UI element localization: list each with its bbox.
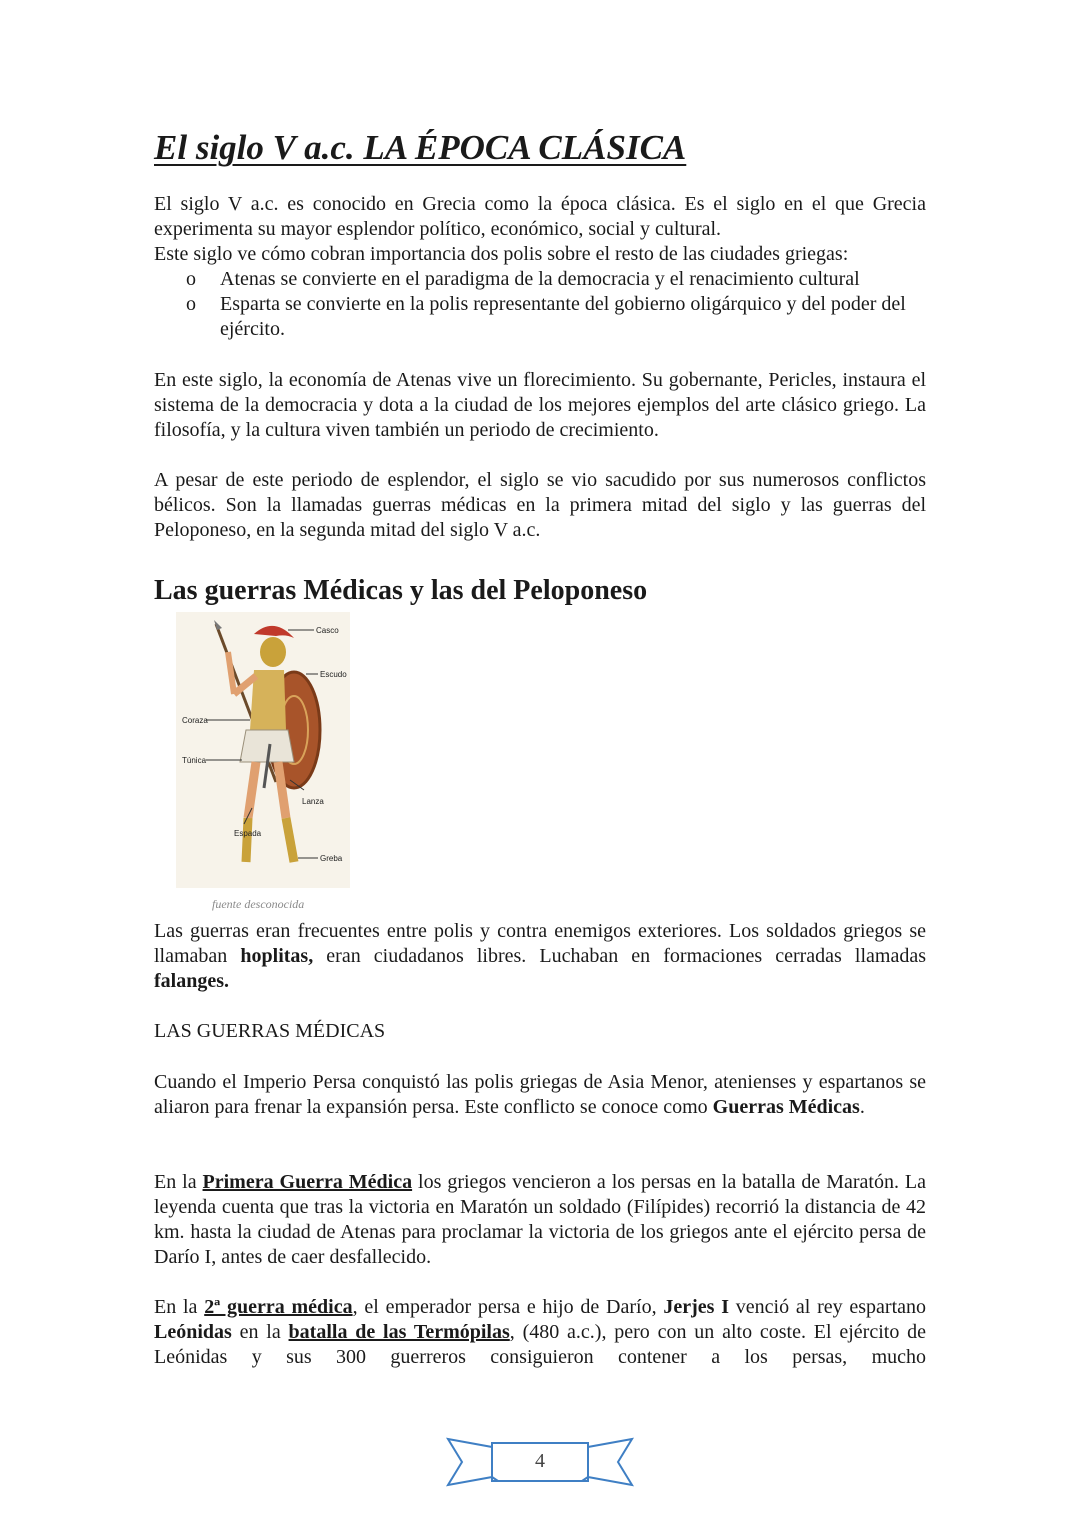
subheading: LAS GUERRAS MÉDICAS bbox=[154, 1020, 386, 1042]
label-greba: Greba bbox=[320, 854, 343, 863]
text-run: eran ciudadanos libres. Luchaban en formaciones cerradas llamadas bbox=[313, 945, 926, 967]
bullet-mark: o bbox=[186, 293, 196, 315]
conflicts-paragraph: A pesar de este periodo de esplendor, el siglo se vio sacudido por sus numerosos conflictos bélicos. Son la llamadas guerras médicas en la primera mitad del siglo y las guerras del Peloponeso, en la segunda mitad del siglo V a.c. bbox=[154, 469, 926, 541]
text-run: . bbox=[859, 1096, 865, 1118]
label-lanza: Lanza bbox=[302, 797, 324, 806]
term-segunda-guerra: 2ª guerra médica bbox=[204, 1296, 353, 1318]
text-run: Cuando el Imperio Persa conquistó las polis griegas de Asia Menor, atenienses y espartanos se aliaron para frenar la expansión persa. Este conflicto se conoce como bbox=[154, 1071, 926, 1118]
text-run: los griegos vencieron a los persas en la batalla de Maratón. La leyenda cuenta que tras la victoria en Maratón un soldado (Filípides) recorrió la distancia de 42 km. hasta la ciudad de Atenas para proclamar la victoria de los griegos ante el ejército persa de Darío I, antes de caer desfallecido. bbox=[154, 1171, 926, 1268]
text-run: En la bbox=[154, 1171, 203, 1193]
list-item-text: Atenas se convierte en el paradigma de la democracia y el renacimiento cultural bbox=[220, 268, 860, 290]
text-run: en la bbox=[231, 1321, 289, 1343]
label-escudo: Escudo bbox=[320, 670, 347, 679]
list-item bbox=[186, 292, 926, 342]
section-heading: Las guerras Médicas y las del Peloponeso bbox=[154, 575, 648, 606]
page-title: El siglo V a.c. LA ÉPOCA CLÁSICA bbox=[154, 128, 687, 167]
text-run: , (480 a.c.), pero con un alto coste. El ejército de Leónidas y sus 300 guerreros consiguieron contener a los persas, mucho bbox=[154, 1321, 927, 1368]
persas-paragraph bbox=[154, 1070, 926, 1120]
term-falanges: falanges. bbox=[154, 970, 229, 992]
bullet-mark: o bbox=[186, 268, 196, 290]
hoplite-illustration bbox=[176, 612, 350, 888]
intro-paragraph-2: Este siglo ve cómo cobran importancia dos polis sobre el resto de las ciudades griegas: bbox=[154, 243, 849, 265]
term-jerjes: Jerjes I bbox=[663, 1296, 729, 1318]
intro-paragraph: El siglo V a.c. es conocido en Grecia como la época clásica. Es el siglo en el que Grecia experimenta su mayor esplendor político, económico, social y cultural. bbox=[154, 193, 926, 240]
page-number: 4 bbox=[535, 1450, 545, 1472]
term-guerras-medicas: Guerras Médicas bbox=[712, 1096, 860, 1118]
primera-guerra-paragraph bbox=[154, 1170, 926, 1270]
list-item bbox=[186, 267, 926, 292]
segunda-guerra-paragraph bbox=[154, 1295, 926, 1370]
economy-paragraph: En este siglo, la economía de Atenas vive un florecimiento. Su gobernante, Pericles, instaura el sistema de la democracia y dota a la ciudad de los mejores ejemplos del arte clásico griego. La filosofía, y la cultura viven también un periodo de crecimiento. bbox=[154, 369, 926, 441]
text-run: venció al rey espartano bbox=[729, 1296, 927, 1318]
text-run: Las guerras eran frecuentes entre polis y contra enemigos exteriores. Los soldados griegos se llamaban bbox=[154, 920, 926, 967]
label-tunica: Túnica bbox=[182, 756, 207, 765]
term-termopilas: batalla de las Termópilas bbox=[288, 1321, 510, 1343]
term-primera-guerra: Primera Guerra Médica bbox=[202, 1171, 413, 1193]
list-item-text: Esparta se convierte en la polis representante del gobierno oligárquico y del poder del ejército. bbox=[220, 293, 906, 340]
text-run: En la bbox=[154, 1296, 205, 1318]
term-hoplitas: hoplitas, bbox=[240, 945, 314, 967]
label-casco: Casco bbox=[316, 626, 339, 635]
hoplitas-paragraph bbox=[154, 919, 926, 994]
label-espada: Espada bbox=[234, 829, 262, 838]
label-coraza: Coraza bbox=[182, 716, 208, 725]
figure-caption: fuente desconocida bbox=[212, 897, 305, 911]
term-leonidas: Leónidas bbox=[154, 1321, 232, 1343]
polis-list bbox=[186, 267, 926, 342]
text-run: , el emperador persa e hijo de Darío, bbox=[352, 1296, 664, 1318]
